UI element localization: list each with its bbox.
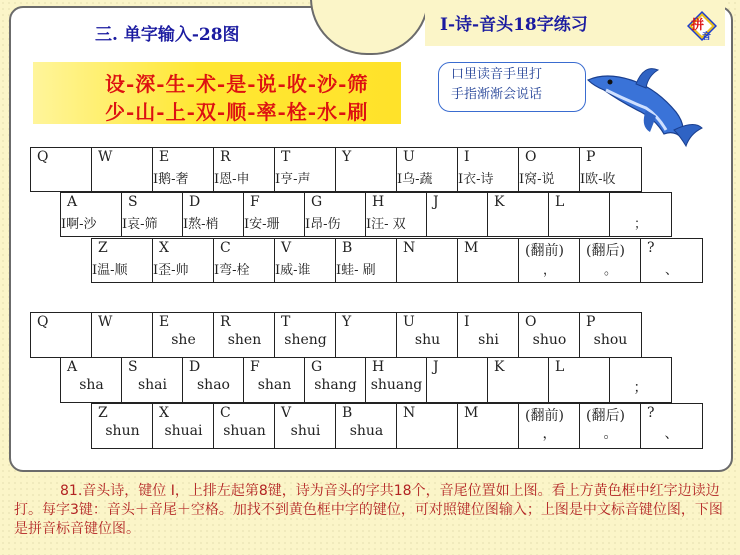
key-r3-8[interactable] (518, 403, 581, 449)
key-label: (翻前) (525, 408, 564, 424)
key-pinyin: shang (314, 377, 357, 393)
key-label: Q (37, 314, 49, 330)
key-X[interactable] (152, 238, 215, 283)
key-r3-10[interactable] (640, 238, 703, 283)
key-pinyin: shui (290, 423, 321, 439)
key-R[interactable] (213, 147, 276, 192)
key-label: S (128, 194, 138, 210)
key-T[interactable] (274, 312, 337, 358)
key-label: T (281, 314, 291, 330)
key-label: P (586, 314, 596, 330)
key-pinyin: shu (414, 332, 441, 348)
key-B[interactable] (335, 403, 398, 449)
key-C[interactable] (213, 238, 276, 283)
key-H[interactable] (365, 357, 428, 403)
key-F[interactable] (243, 192, 306, 237)
key-G[interactable] (304, 192, 367, 237)
key-label: V (281, 240, 292, 256)
key-pinyin: shou (593, 332, 628, 348)
key-label: Z (98, 240, 108, 256)
key-Z[interactable] (91, 238, 154, 283)
key-label: Z (98, 405, 108, 421)
key-P[interactable] (579, 147, 642, 192)
key-chinese-hint: I乌-蔬 (397, 172, 433, 187)
key-chinese-hint: I温-顺 (92, 263, 128, 278)
key-chinese-hint: ； (633, 217, 647, 232)
key-chinese-hint: I亨-声 (275, 172, 311, 187)
key-semicolon[interactable] (609, 357, 672, 403)
key-V[interactable] (274, 238, 337, 283)
key-chinese-hint: I蛙- 刷 (336, 263, 376, 278)
key-label: V (281, 405, 292, 421)
key-chinese-hint: ， (542, 263, 556, 278)
key-label: W (98, 314, 113, 330)
key-label: D (189, 359, 201, 375)
key-L[interactable] (548, 357, 611, 403)
key-label: ? (647, 240, 655, 256)
key-M[interactable] (457, 238, 520, 283)
exercise-title: I-诗-音头18字练习 (440, 15, 588, 35)
key-chinese-hint: I欧-收 (580, 172, 616, 187)
key-pinyin: shuai (164, 423, 203, 439)
key-label: U (403, 314, 415, 330)
key-pinyin: shun (105, 423, 140, 439)
key-label: ? (647, 405, 655, 421)
target-characters-line-2: 少-山-上-双-顺-率-栓-水-刷 (105, 100, 369, 124)
key-chinese-hint: I汪- 双 (366, 217, 406, 232)
key-pinyin: sheng (284, 332, 327, 348)
key-pinyin: shao (197, 377, 230, 393)
bubble-line-2: 手指渐渐会说话 (451, 87, 543, 102)
key-pinyin: she (171, 332, 196, 348)
key-label: N (403, 240, 416, 256)
key-F[interactable] (243, 357, 306, 403)
key-Y[interactable] (335, 147, 398, 192)
key-semicolon[interactable] (609, 192, 672, 237)
key-label: A (67, 194, 78, 210)
key-pinyin: ； (633, 380, 648, 396)
key-label: K (494, 194, 505, 210)
key-M[interactable] (457, 403, 520, 449)
key-chinese-hint: I安-珊 (244, 217, 280, 232)
key-P[interactable] (579, 312, 642, 358)
key-chinese-hint: I啊-沙 (61, 217, 97, 232)
key-C[interactable] (213, 403, 276, 449)
key-label: H (372, 359, 385, 375)
key-label: B (342, 405, 353, 421)
key-label: J (433, 194, 439, 210)
key-label: E (159, 314, 170, 330)
key-label: I (464, 314, 470, 330)
key-chinese-hint: I威-谁 (275, 263, 311, 278)
key-label: O (525, 149, 537, 165)
key-pinyin: shi (478, 332, 499, 348)
key-r3-9[interactable] (579, 403, 642, 449)
key-J[interactable] (426, 357, 489, 403)
key-A[interactable] (60, 357, 123, 403)
key-label: A (67, 359, 78, 375)
key-label: F (250, 194, 260, 210)
key-label: E (159, 149, 170, 165)
key-S[interactable] (121, 192, 184, 237)
key-r3-8[interactable] (518, 238, 581, 283)
key-label: F (250, 359, 260, 375)
key-label: U (403, 149, 415, 165)
instruction-text: 81.音头诗，键位 I，上排左起第8键，诗为音头的字共18个，音尾位置如上图。看上方黄色框中红字边读边打。每字3键：音头＋音尾＋空格。加找不到黄色框中字的键位，可对照键位图输入；上图是中文标音键位图，下图是拼音标音键位图。 (14, 483, 723, 537)
key-r3-10[interactable] (640, 403, 703, 449)
key-label: W (98, 149, 113, 165)
key-T[interactable] (274, 147, 337, 192)
key-B[interactable] (335, 238, 398, 283)
key-I[interactable] (457, 147, 520, 192)
key-chinese-hint: I弯-栓 (214, 263, 250, 278)
key-chinese-hint: I鹅-奢 (153, 172, 189, 187)
key-label: Q (37, 149, 49, 165)
key-label: (翻前) (525, 243, 564, 259)
key-label: J (433, 359, 439, 375)
svg-text:音: 音 (702, 32, 712, 42)
key-label: L (555, 194, 565, 210)
key-label: C (220, 405, 231, 421)
key-U[interactable] (396, 312, 459, 358)
key-A[interactable] (60, 192, 123, 237)
key-W[interactable] (91, 147, 154, 192)
key-N[interactable] (396, 403, 459, 449)
key-label: M (464, 240, 479, 256)
key-chinese-hint: 、 (664, 263, 678, 278)
key-O[interactable] (518, 312, 581, 358)
key-label: B (342, 240, 353, 256)
pin-yin-logo-icon (686, 10, 718, 42)
key-N[interactable] (396, 238, 459, 283)
key-chinese-hint: I恩-申 (214, 172, 250, 187)
key-E[interactable] (152, 312, 215, 358)
key-label: R (220, 314, 231, 330)
svg-text:拼: 拼 (691, 18, 705, 33)
lesson-title: 三. 单字输入-28图 (95, 25, 240, 45)
key-U[interactable] (396, 147, 459, 192)
key-label: G (311, 359, 323, 375)
target-characters-box (33, 62, 401, 124)
key-label: O (525, 314, 537, 330)
key-S[interactable] (121, 357, 184, 403)
key-W[interactable] (91, 312, 154, 358)
key-label: G (311, 194, 323, 210)
key-E[interactable] (152, 147, 215, 192)
key-pinyin: 、 (664, 426, 679, 442)
key-label: K (494, 359, 505, 375)
key-Y[interactable] (335, 312, 398, 358)
key-J[interactable] (426, 192, 489, 237)
key-Z[interactable] (91, 403, 154, 449)
key-label: X (159, 240, 169, 256)
key-chinese-hint: I窝-说 (519, 172, 555, 187)
key-label: C (220, 240, 231, 256)
key-H[interactable] (365, 192, 428, 237)
key-pinyin: sha (79, 377, 104, 393)
target-characters-line-1: 设-深-生-术-是-说-收-沙-筛 (105, 72, 369, 96)
key-chinese-hint: I歪-帅 (153, 263, 189, 278)
key-r3-9[interactable] (579, 238, 642, 283)
key-pinyin: shuo (532, 332, 567, 348)
key-Q[interactable] (30, 147, 93, 192)
key-label: D (189, 194, 201, 210)
key-pinyin: shuang (370, 377, 423, 393)
key-label: I (464, 149, 470, 165)
key-I[interactable] (457, 312, 520, 358)
key-label: T (281, 149, 291, 165)
key-pinyin: shua (349, 423, 384, 439)
key-Q[interactable] (30, 312, 93, 358)
key-label: Y (342, 314, 352, 330)
key-label: P (586, 149, 596, 165)
key-label: X (159, 405, 169, 421)
key-K[interactable] (487, 192, 550, 237)
key-pinyin: shuan (223, 423, 266, 439)
key-L[interactable] (548, 192, 611, 237)
key-V[interactable] (274, 403, 337, 449)
key-R[interactable] (213, 312, 276, 358)
key-pinyin: shan (257, 377, 292, 393)
key-G[interactable] (304, 357, 367, 403)
key-pinyin: shai (137, 377, 168, 393)
key-label: S (128, 359, 138, 375)
key-X[interactable] (152, 403, 215, 449)
key-label: Y (342, 149, 352, 165)
key-D[interactable] (182, 192, 245, 237)
key-label: H (372, 194, 385, 210)
key-label: (翻后) (586, 243, 625, 259)
key-chinese-hint: I哀-筛 (122, 217, 158, 232)
key-K[interactable] (487, 357, 550, 403)
bubble-line-1: 口里读音手里打 (451, 67, 543, 82)
dolphin-mascot-icon (586, 50, 706, 150)
key-pinyin: shen (227, 332, 262, 348)
key-O[interactable] (518, 147, 581, 192)
key-label: M (464, 405, 479, 421)
key-label: L (555, 359, 565, 375)
key-chinese-hint: I衣-诗 (458, 172, 494, 187)
speech-bubble (438, 62, 586, 112)
key-label: (翻后) (586, 408, 625, 424)
key-label: R (220, 149, 231, 165)
key-pinyin: 。 (603, 426, 618, 442)
key-pinyin: ， (542, 426, 557, 442)
key-label: N (403, 405, 416, 421)
key-chinese-hint: 。 (603, 263, 617, 278)
key-D[interactable] (182, 357, 245, 403)
key-chinese-hint: I昂-伤 (305, 217, 341, 232)
key-chinese-hint: I熬-梢 (183, 217, 219, 232)
